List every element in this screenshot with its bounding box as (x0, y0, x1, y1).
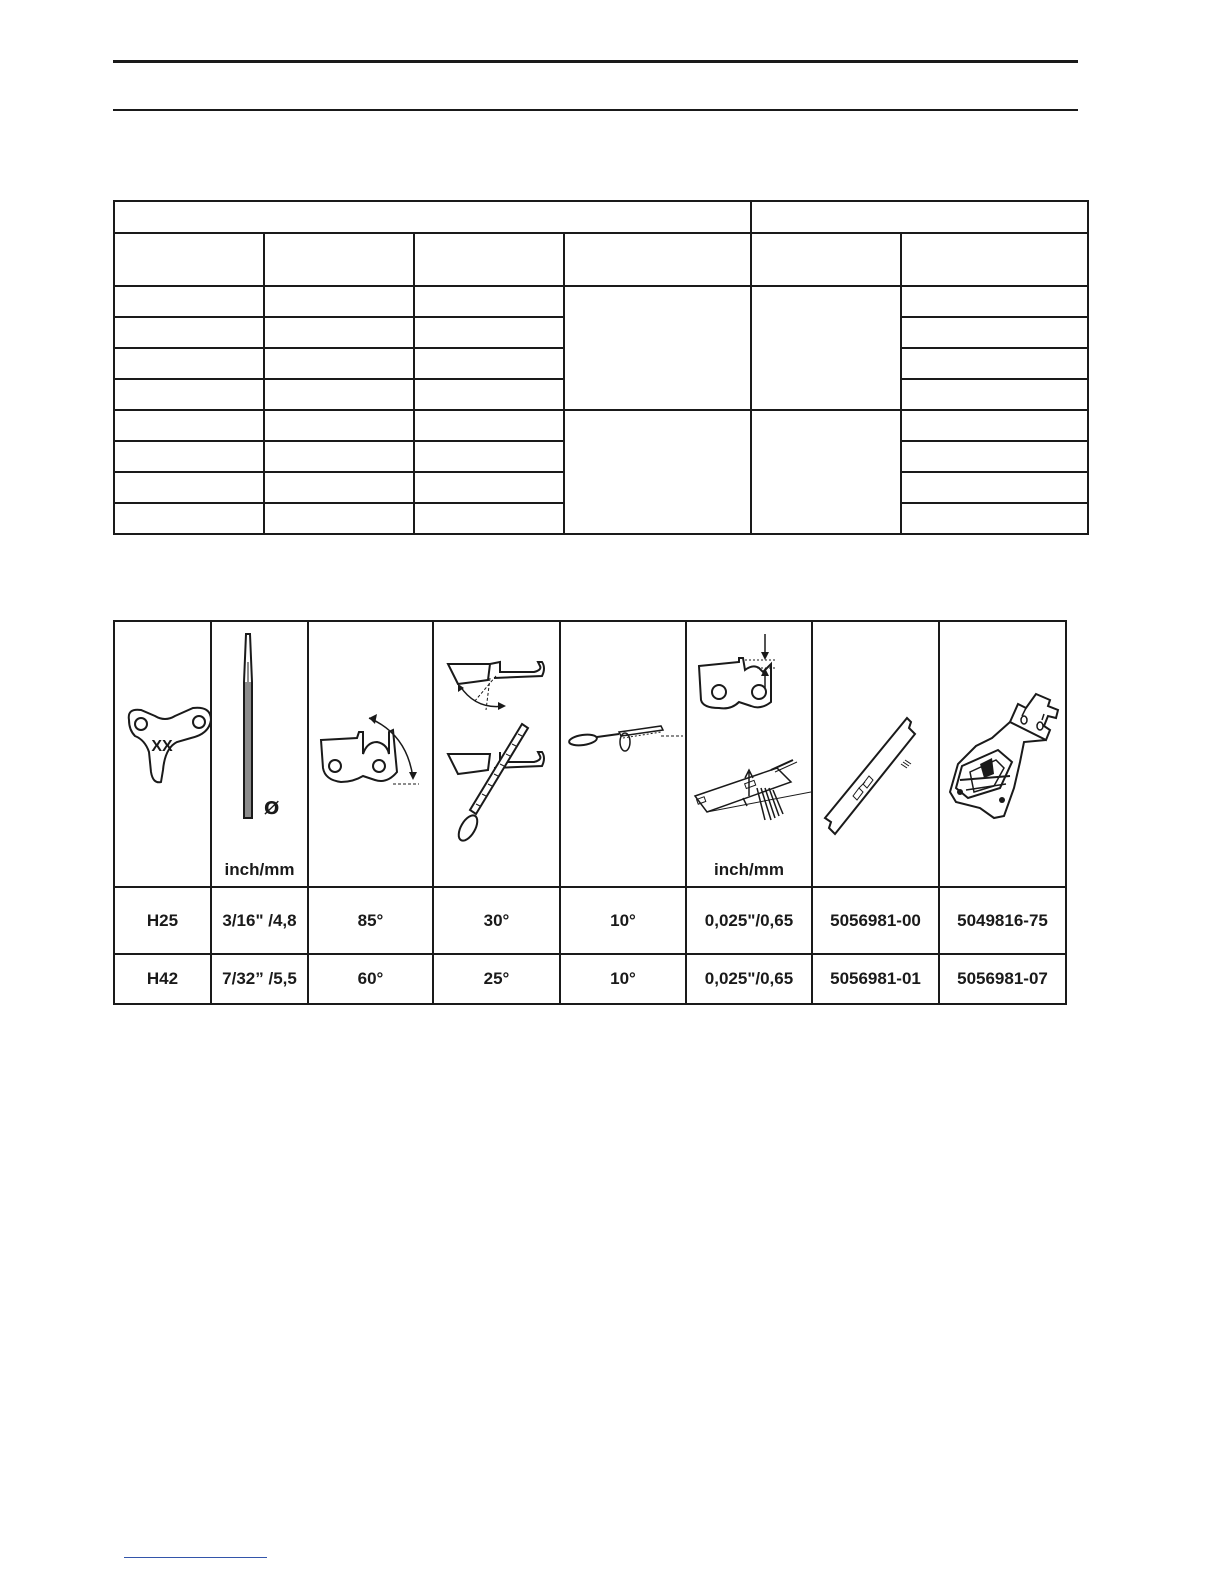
table-row (114, 887, 1066, 954)
row-h42-file-tilt: 10° (560, 954, 686, 1004)
row-h25-cutter: H25 (114, 887, 211, 954)
cutter-link-icon (115, 622, 210, 886)
table-cell (114, 441, 264, 472)
round-file-icon (212, 622, 307, 886)
table-cell (901, 317, 1088, 348)
table-merged-cell (751, 286, 901, 410)
table-cell (114, 286, 264, 317)
row-h42-file-guide-part: 5056981-07 (939, 954, 1066, 1004)
table-cell (414, 379, 564, 410)
table-cell (264, 286, 414, 317)
link-label: XX (151, 738, 173, 755)
table-header-cell (264, 233, 414, 286)
row-h25-file-diameter: 3/16" /4,8 (211, 887, 308, 954)
table-cell (264, 317, 414, 348)
table-header-cell (751, 201, 1088, 233)
row-h25-file-angle: 30° (433, 887, 560, 954)
table-header-cell (751, 233, 901, 286)
file-tilt-cell (560, 621, 686, 887)
table-cell (264, 441, 414, 472)
table-cell (901, 348, 1088, 379)
table-cell (414, 410, 564, 441)
row-h42-cutter: H42 (114, 954, 211, 1004)
table-cell (414, 441, 564, 472)
table-cell (414, 472, 564, 503)
table-cell (414, 503, 564, 534)
file-diameter-unit: inch/mm (224, 860, 295, 879)
table-cell (901, 286, 1088, 317)
header-rule-top (113, 60, 1078, 63)
table-row (114, 954, 1066, 1004)
table-cell (114, 348, 264, 379)
row-h25-gauge-tool-part: 5056981-00 (812, 887, 939, 954)
file-guide-icon (940, 622, 1065, 886)
row-h25-top-plate-angle: 85° (308, 887, 433, 954)
table-cell (414, 348, 564, 379)
sharpening-data-table (113, 620, 1067, 1005)
table-merged-cell (564, 286, 751, 410)
table-cell (114, 410, 264, 441)
depth-gauge-cell (686, 621, 812, 887)
cutter-link-cell (114, 621, 211, 887)
table-cell (901, 503, 1088, 534)
file-guide-cell (939, 621, 1066, 887)
table-merged-cell (564, 410, 751, 534)
footer-link-underline (124, 1557, 267, 1558)
table-cell (114, 503, 264, 534)
table-cell (264, 410, 414, 441)
table-header-cell (901, 233, 1088, 286)
table-merged-cell (751, 410, 901, 534)
table-cell (114, 472, 264, 503)
row-h42-file-diameter: 7/32” /5,5 (211, 954, 308, 1004)
diameter-symbol: Ø (264, 798, 280, 819)
table-header-cell (564, 233, 751, 286)
row-h42-gauge-tool-part: 5056981-01 (812, 954, 939, 1004)
row-h42-top-plate-angle: 60° (308, 954, 433, 1004)
file-tilt-icon (561, 622, 685, 886)
row-h25-file-tilt: 10° (560, 887, 686, 954)
top-plate-angle-cell (308, 621, 433, 887)
table-cell (414, 286, 564, 317)
table-cell (901, 472, 1088, 503)
row-h25-depth-gauge: 0,025"/0,65 (686, 887, 812, 954)
table-cell (114, 317, 264, 348)
file-angle-cell (433, 621, 560, 887)
depth-gauge-tool-icon (813, 622, 938, 886)
specification-table-empty (113, 200, 1089, 535)
table-cell (901, 441, 1088, 472)
table-cell (264, 348, 414, 379)
table-cell (901, 379, 1088, 410)
table-cell (414, 317, 564, 348)
table-cell (114, 379, 264, 410)
row-h42-depth-gauge: 0,025"/0,65 (686, 954, 812, 1004)
row-h25-file-guide-part: 5049816-75 (939, 887, 1066, 954)
table-header-cell (114, 233, 264, 286)
table-header-cell (114, 201, 751, 233)
table-cell (264, 503, 414, 534)
table-header-cell (414, 233, 564, 286)
table-cell (264, 472, 414, 503)
depth-gauge-icon (687, 622, 811, 886)
depth-gauge-unit: inch/mm (714, 860, 784, 879)
table-cell (264, 379, 414, 410)
round-file-cell (211, 621, 308, 887)
file-angle-icon (434, 622, 559, 886)
table-cell (901, 410, 1088, 441)
row-h42-file-angle: 25° (433, 954, 560, 1004)
header-rule-bottom (113, 109, 1078, 111)
top-plate-angle-icon (309, 622, 432, 886)
depth-gauge-tool-cell (812, 621, 939, 887)
